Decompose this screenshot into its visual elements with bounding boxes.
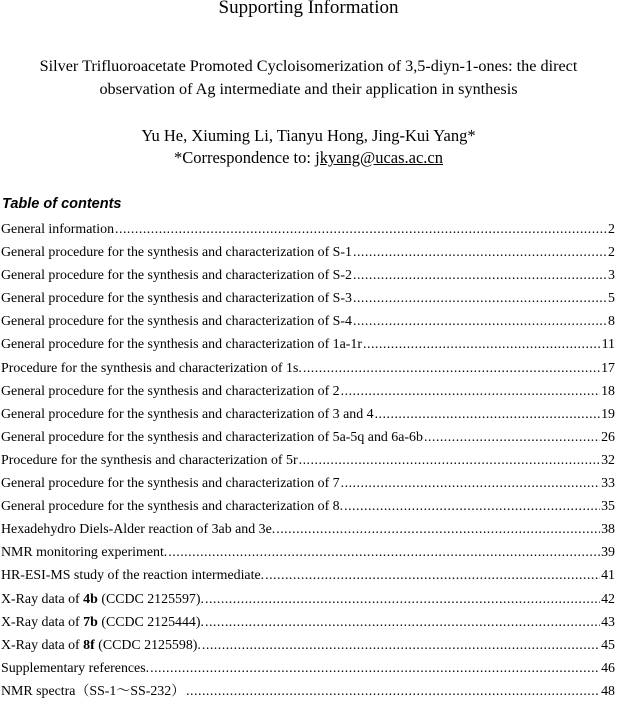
correspondence-prefix: *Correspondence to: (173, 148, 316, 167)
toc-entry-text: General procedure for the synthesis and characterization of S-4 (1, 314, 352, 330)
toc-entry[interactable] (1, 380, 615, 403)
toc-page-number: 11 (601, 337, 615, 353)
toc-entry[interactable] (1, 472, 615, 495)
toc-entry-label (1, 611, 204, 634)
toc-entry-label (1, 333, 362, 356)
toc-entry[interactable] (1, 541, 615, 564)
toc-entry-label (1, 218, 114, 241)
toc-entry-label (1, 380, 340, 403)
toc-page-number: 42 (601, 591, 615, 607)
toc-entry[interactable] (1, 634, 615, 657)
toc-page-number: 33 (601, 476, 615, 492)
toc-dot-leader (424, 426, 600, 449)
toc-dot-leader (299, 449, 601, 472)
toc-page-number: 43 (601, 614, 615, 630)
toc-entry-label (1, 541, 167, 564)
toc-page-number: 41 (601, 568, 615, 584)
toc-entry-compound: 8f (83, 637, 95, 653)
correspondence-email-link[interactable]: jkyang@ucas.ac.cn (315, 148, 444, 167)
toc-dot-leader (363, 333, 601, 356)
paper-title: Silver Trifluoroacetate Promoted Cycloisomerization of 3,5-diyn-1-ones: the direct observation of Ag intermediate and their application in synthesis (39, 57, 578, 98)
toc-dot-leader (353, 287, 607, 310)
toc-dot-leader (168, 541, 600, 564)
toc-entry[interactable] (1, 449, 615, 472)
toc-entry-text: NMR monitoring experiment. (1, 545, 168, 561)
toc-page-number: 2 (608, 245, 615, 261)
toc-entry-label (1, 564, 264, 587)
toc-entry-label (1, 495, 343, 518)
toc-entry[interactable] (1, 403, 615, 426)
toc-dot-leader (353, 241, 607, 264)
toc-heading: Table of contents (2, 196, 122, 212)
toc-page-number: 35 (601, 499, 615, 515)
toc-entry-label (1, 241, 352, 264)
toc-dot-leader (202, 634, 600, 657)
toc-page-number: 5 (608, 291, 615, 307)
toc-entry-text: Procedure for the synthesis and characterization of 5r (1, 452, 298, 468)
toc-entry[interactable] (1, 611, 615, 634)
toc-entry[interactable] (1, 657, 615, 680)
toc-dot-leader (303, 357, 600, 380)
toc-entry[interactable] (1, 426, 615, 449)
toc-dot-leader (353, 310, 607, 333)
toc-entry-text: General procedure for the synthesis and characterization of 1a-1r (1, 337, 362, 353)
toc-entry[interactable] (1, 357, 615, 380)
toc-entry-text: HR-ESI-MS study of the reaction intermediate. (1, 568, 265, 584)
toc-entry-text: Supplementary references. (1, 660, 150, 676)
toc-entry-label (1, 357, 302, 380)
toc-entry-text: NMR spectra（SS-1～SS-232） (1, 683, 186, 699)
toc-dot-leader (344, 495, 600, 518)
toc-dot-leader (205, 588, 600, 611)
toc-entry-text: General procedure for the synthesis and characterization of S-2 (1, 268, 352, 284)
toc-page-number: 38 (601, 522, 615, 538)
toc-page-number: 19 (601, 406, 615, 422)
toc-entry-label (1, 403, 374, 426)
toc-list (1, 218, 615, 703)
toc-dot-leader (341, 380, 600, 403)
toc-entry-text-suffix: (CCDC 2125597). (97, 591, 204, 607)
toc-entry-label (1, 426, 423, 449)
toc-page-number: 48 (601, 683, 615, 699)
toc-dot-leader (115, 218, 607, 241)
toc-entry[interactable] (1, 287, 615, 310)
toc-entry-label (1, 518, 275, 541)
toc-entry-text: Hexadehydro Diels-Alder reaction of 3ab and 3e. (1, 522, 276, 538)
toc-entry-label (1, 264, 352, 287)
toc-entry-text: X-Ray data of (1, 637, 84, 653)
toc-dot-leader (375, 403, 601, 426)
toc-entry-compound: 4b (83, 591, 98, 607)
toc-entry-text: General information (1, 222, 115, 237)
toc-entry-text: General procedure for the synthesis and characterization of 3 and 4 (1, 406, 374, 422)
toc-entry-text: X-Ray data of (1, 614, 84, 630)
toc-page-number: 32 (601, 452, 615, 468)
toc-page-number: 3 (608, 268, 615, 284)
toc-page-number: 8 (608, 314, 615, 330)
toc-entry[interactable] (1, 333, 615, 356)
toc-page-number: 45 (601, 637, 615, 653)
toc-entry-text: Procedure for the synthesis and characterization of 1s. (1, 360, 302, 376)
toc-entry-label (1, 310, 352, 333)
toc-entry-label (1, 472, 340, 495)
toc-page-number: 2 (608, 222, 615, 237)
toc-entry[interactable] (1, 564, 615, 587)
toc-dot-leader (205, 611, 600, 634)
toc-page-number: 26 (601, 429, 615, 445)
toc-entry-label (1, 588, 204, 611)
document-heading: Supporting Information (218, 0, 399, 18)
toc-entry[interactable] (1, 588, 615, 611)
toc-entry-text: General procedure for the synthesis and characterization of S-3 (1, 291, 352, 307)
toc-dot-leader (150, 657, 600, 680)
toc-dot-leader (353, 264, 607, 287)
toc-entry[interactable] (1, 495, 615, 518)
toc-entry[interactable] (1, 264, 615, 287)
toc-dot-leader (265, 564, 600, 587)
toc-entry-text: X-Ray data of (1, 591, 84, 607)
toc-entry-label (1, 657, 149, 680)
toc-entry-label (1, 634, 201, 657)
toc-entry-text: General procedure for the synthesis and characterization of 8. (1, 499, 344, 515)
toc-entry-text: General procedure for the synthesis and characterization of S-1 (1, 245, 352, 261)
toc-page-number: 18 (601, 383, 615, 399)
toc-entry-text: General procedure for the synthesis and characterization of 7 (1, 476, 340, 492)
correspondence-line (0, 147, 617, 169)
toc-entry-text-suffix: (CCDC 2125444). (97, 614, 204, 630)
toc-dot-leader (341, 472, 600, 495)
toc-page-number: 46 (601, 660, 615, 676)
toc-page-number: 17 (601, 360, 615, 376)
toc-page-number: 39 (601, 545, 615, 561)
toc-entry-text: General procedure for the synthesis and characterization of 2 (1, 383, 340, 399)
author-list: Yu He, Xiuming Li, Tianyu Hong, Jing-Kui Yang* (141, 126, 476, 145)
toc-entry-label (1, 287, 352, 310)
toc-entry-label (1, 449, 298, 472)
toc-entry-text-suffix: (CCDC 2125598). (94, 637, 201, 653)
toc-entry[interactable] (1, 241, 615, 264)
toc-entry-compound: 7b (83, 614, 98, 630)
toc-entry[interactable] (1, 310, 615, 333)
toc-entry[interactable] (1, 518, 615, 541)
toc-entry[interactable] (1, 218, 615, 241)
toc-dot-leader (276, 518, 600, 541)
toc-entry-text: General procedure for the synthesis and characterization of 5a-5q and 6a-6b (1, 429, 423, 445)
